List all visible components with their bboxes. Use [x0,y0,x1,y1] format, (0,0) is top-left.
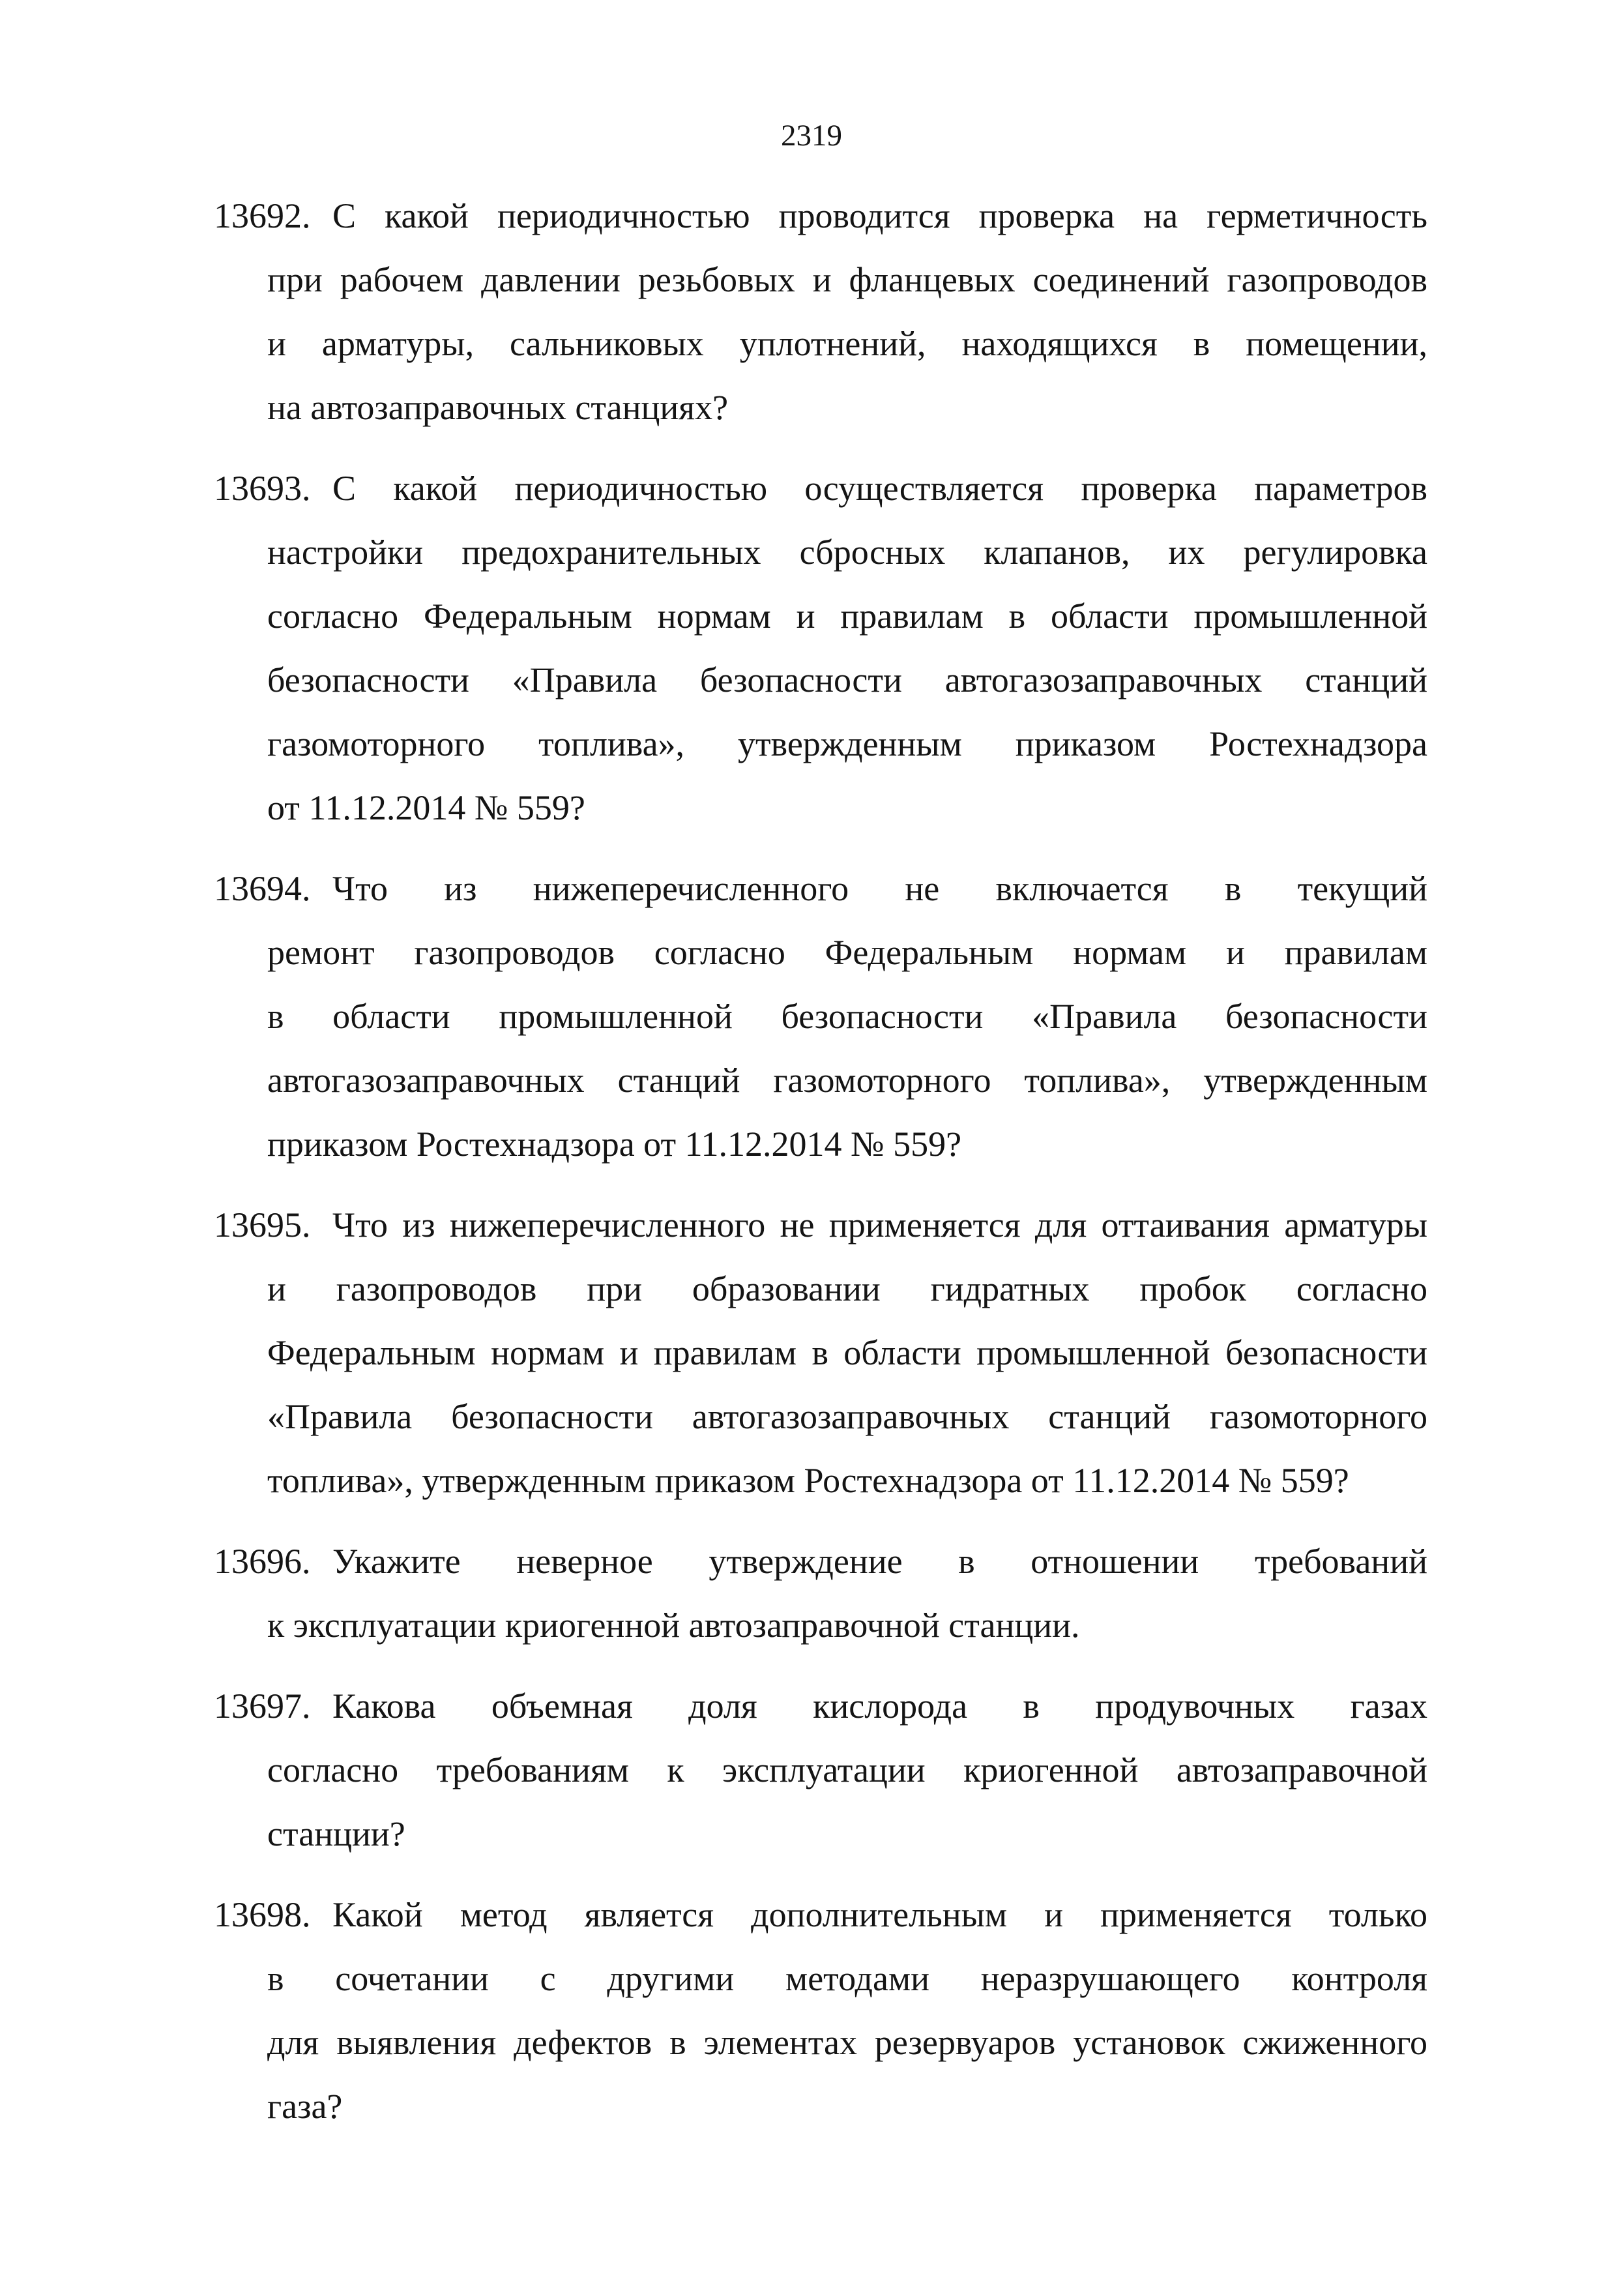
question-13698 [214,1883,1427,2138]
question-text-line: безопасности «Правила безопасности автогазозаправочных станций [267,660,1427,699]
question-13694 [214,857,1427,1176]
question-text-line: на автозаправочных станциях? [267,388,729,427]
question-text-line: приказом Ростехнадзора от 11.12.2014 № 559? [267,1125,962,1164]
question-13695 [214,1193,1427,1512]
question-text-line: ремонт газопроводов согласно Федеральным нормам и правилам [267,933,1427,972]
question-number: 13694. [214,869,311,908]
question-text-line: «Правила безопасности автогазозаправочных станций газомоторного [267,1397,1427,1436]
question-number: 13697. [214,1686,311,1726]
question-text-line: согласно требованиям к эксплуатации криогенной автозаправочной [267,1750,1427,1789]
page-number: 2319 [781,119,842,153]
question-number: 13692. [214,196,311,235]
question-number: 13695. [214,1205,311,1244]
question-text-line: Какой метод является дополнительным и применяется только [332,1895,1427,1934]
question-13692 [214,184,1427,439]
question-number: 13693. [214,469,311,508]
question-13696 [214,1529,1427,1657]
question-text-line: в сочетании с другими методами неразрушающего контроля [267,1959,1427,1998]
question-13693 [214,456,1427,840]
question-text-line: газа? [267,2087,343,2126]
question-text-line: С какой периодичностью проводится проверка на герметичность [332,196,1427,235]
question-text-line: автогазозаправочных станций газомоторного топлива», утвержденным [267,1061,1427,1100]
question-number: 13698. [214,1895,311,1934]
question-text-line: газомоторного топлива», утвержденным приказом Ростехнадзора [267,724,1427,763]
question-text-line: и арматуры, сальниковых уплотнений, находящихся в помещении, [267,324,1427,363]
question-text-line: к эксплуатации криогенной автозаправочной станции. [267,1606,1080,1645]
question-text-line: от 11.12.2014 № 559? [267,788,585,827]
question-text-line: С какой периодичностью осуществляется проверка параметров [332,469,1427,508]
question-text-line: для выявления дефектов в элементах резервуаров установок сжиженного [267,2023,1427,2062]
question-text-line: при рабочем давлении резьбовых и фланцевых соединений газопроводов [267,260,1427,299]
question-list [214,184,1427,2155]
question-text-line: и газопроводов при образовании гидратных пробок согласно [267,1269,1427,1308]
question-text-line: Укажите неверное утверждение в отношении требований [332,1542,1427,1581]
question-13697 [214,1674,1427,1866]
question-text-line: станции? [267,1814,405,1853]
question-text-line: Какова объемная доля кислорода в продувочных газах [332,1686,1427,1726]
question-text-line: согласно Федеральным нормам и правилам в области промышленной [267,596,1427,636]
question-text-line: Федеральным нормам и правилам в области промышленной безопасности [267,1333,1427,1372]
question-text-line: Что из нижеперечисленного не включается в текущий [332,869,1427,908]
question-text-line: Что из нижеперечисленного не применяется для оттаивания арматуры [332,1205,1427,1244]
question-number: 13696. [214,1542,311,1581]
question-text-line: в области промышленной безопасности «Правила безопасности [267,997,1427,1036]
question-text-line: настройки предохранительных сбросных клапанов, их регулировка [267,533,1427,572]
question-text-line: топлива», утвержденным приказом Ростехнадзора от 11.12.2014 № 559? [267,1461,1349,1500]
